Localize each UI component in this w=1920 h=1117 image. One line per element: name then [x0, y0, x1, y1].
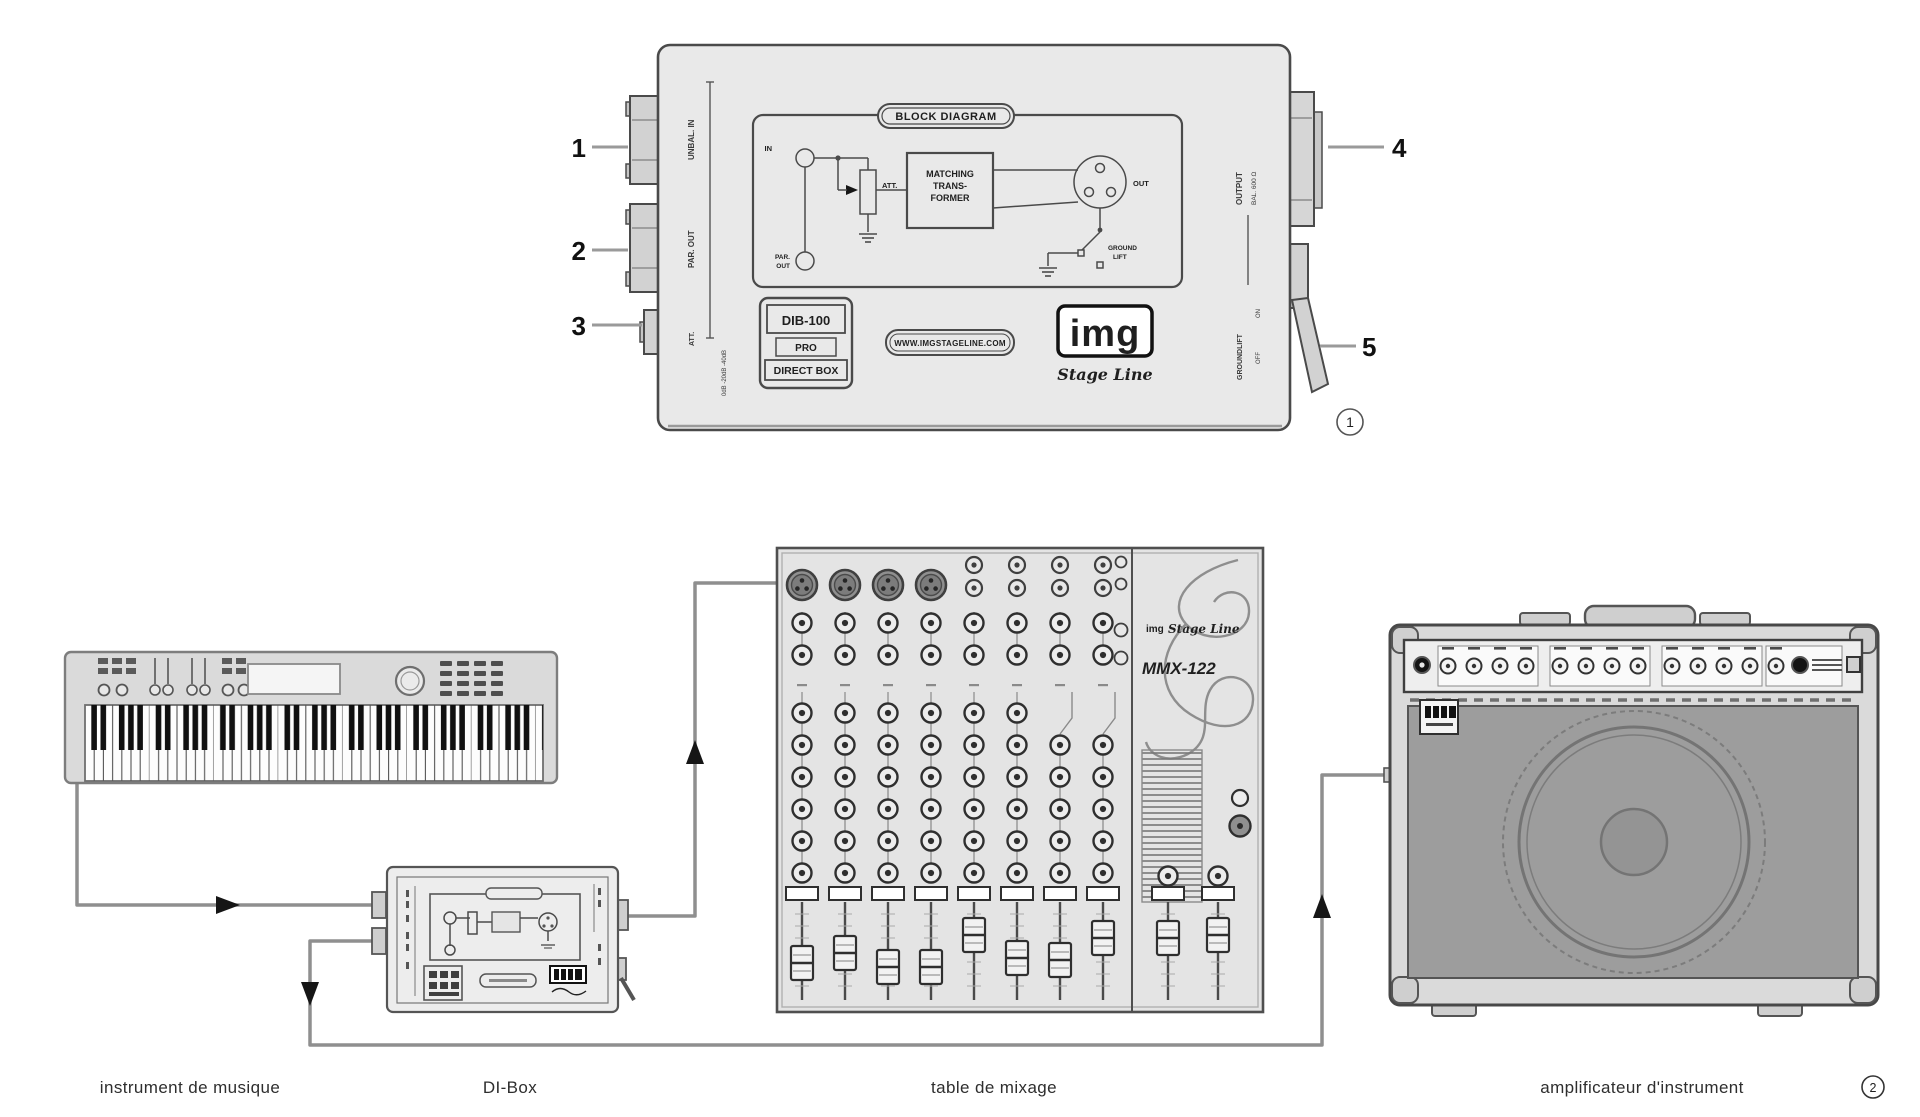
callout-2: 2: [571, 236, 586, 266]
flow-arrow-up-amp: [1313, 894, 1331, 918]
keyboard-keys-pattern: [85, 705, 543, 781]
label-off: OFF: [1256, 352, 1262, 364]
callout-1: 1: [571, 133, 586, 163]
mini-jack-parout: [372, 928, 386, 954]
flow-arrow-down: [301, 982, 319, 1006]
di-box-mini: [372, 867, 634, 1012]
xlr-output-connector: [1288, 92, 1322, 226]
schematic-att-label: ATT.: [882, 181, 898, 190]
figure-1-number: [1337, 409, 1363, 435]
mixer-brand-script: Stage Line: [1168, 622, 1240, 636]
master-knob-small: [1232, 790, 1248, 806]
badge-direct-box: DIRECT BOX: [773, 365, 839, 377]
mini-groundlift-lever: [621, 978, 634, 1000]
badge-model: DIB-100: [781, 313, 831, 328]
brand-logo: [1057, 306, 1152, 384]
groundlift-switch: [1288, 244, 1328, 392]
label-att-values: 0dB -20dB -40dB: [722, 349, 728, 396]
caption-mixer: table de mixage: [930, 1078, 1058, 1097]
schematic-out-label: OUT: [1133, 179, 1149, 188]
schematic-par-label-1: PAR.: [774, 254, 790, 261]
figure-1-number-text: 1: [1346, 414, 1354, 430]
label-unbal-in: UNBAL. IN: [687, 119, 696, 160]
badge-pro: PRO: [795, 343, 817, 354]
attenuation-switch: [640, 310, 658, 354]
mixing-console: [777, 548, 1263, 1012]
keyboard-instrument: [65, 652, 557, 783]
caption-amplifier: amplificateur d'instrument: [1540, 1078, 1744, 1097]
flow-arrow-right: [216, 896, 240, 914]
label-bal-600: BAL. 600 Ω: [1251, 171, 1258, 205]
label-par-out: PAR. OUT: [687, 230, 696, 268]
instrument-amplifier: [1384, 606, 1878, 1016]
brand-logo-text: img: [1069, 313, 1141, 355]
schematic-in-label: IN: [764, 144, 772, 153]
caption-dibox: DI-Box: [482, 1078, 538, 1097]
amp-control-panel: [1404, 640, 1862, 692]
amp-grille-logo: [1420, 700, 1458, 734]
flow-arrow-up-mixer: [686, 740, 704, 764]
block-diagram-title: BLOCK DIAGRAM: [895, 111, 997, 123]
mini-jack-in: [372, 892, 386, 918]
transformer-line-1: MATCHING: [926, 169, 974, 179]
callout-5: 5: [1362, 332, 1377, 362]
label-on: ON: [1256, 309, 1262, 318]
captions: [100, 1078, 1744, 1097]
schematic-ground-label-2: LIFT: [1113, 254, 1127, 261]
callout-3: 3: [571, 311, 586, 341]
label-att: ATT.: [689, 331, 696, 346]
mixer-brand-logo: img: [1146, 624, 1164, 635]
label-groundlift: GROUNDLIFT: [1237, 334, 1244, 380]
transformer-line-2: TRANS-: [933, 181, 967, 191]
jack-parallel-out-connector: [626, 204, 660, 292]
label-output: OUTPUT: [1235, 172, 1244, 205]
schematic-par-label-2: OUT: [776, 263, 790, 270]
figure-2-number-text: 2: [1869, 1081, 1877, 1095]
brand-script-text: Stage Line: [1057, 365, 1153, 384]
figure-2-hookup-diagram: [65, 548, 1884, 1098]
figure-2-number: [1862, 1076, 1884, 1098]
mixer-model: MMX-122: [1142, 659, 1216, 678]
jack-input-connector: [626, 96, 660, 184]
amp-output-jack: [1792, 657, 1808, 673]
amp-power-switch: [1847, 657, 1860, 672]
caption-instrument: instrument de musique: [99, 1078, 281, 1097]
website-pill: [886, 330, 1014, 355]
mini-model-badge: [424, 966, 462, 1000]
schematic-ground-label-1: GROUND: [1108, 245, 1137, 252]
website-text: WWW.IMGSTAGELINE.COM: [894, 339, 1006, 348]
figure-1-di-box-top-view: [572, 45, 1407, 435]
keyboard-data-knob: [396, 667, 424, 695]
keyboard-display: [248, 664, 340, 694]
transformer-line-3: FORMER: [930, 193, 970, 203]
cable-keyboard-to-dibox: [77, 780, 372, 905]
cable-dibox-to-mixer: [628, 583, 788, 916]
callout-4: 4: [1392, 133, 1407, 163]
model-badge: [760, 298, 852, 388]
